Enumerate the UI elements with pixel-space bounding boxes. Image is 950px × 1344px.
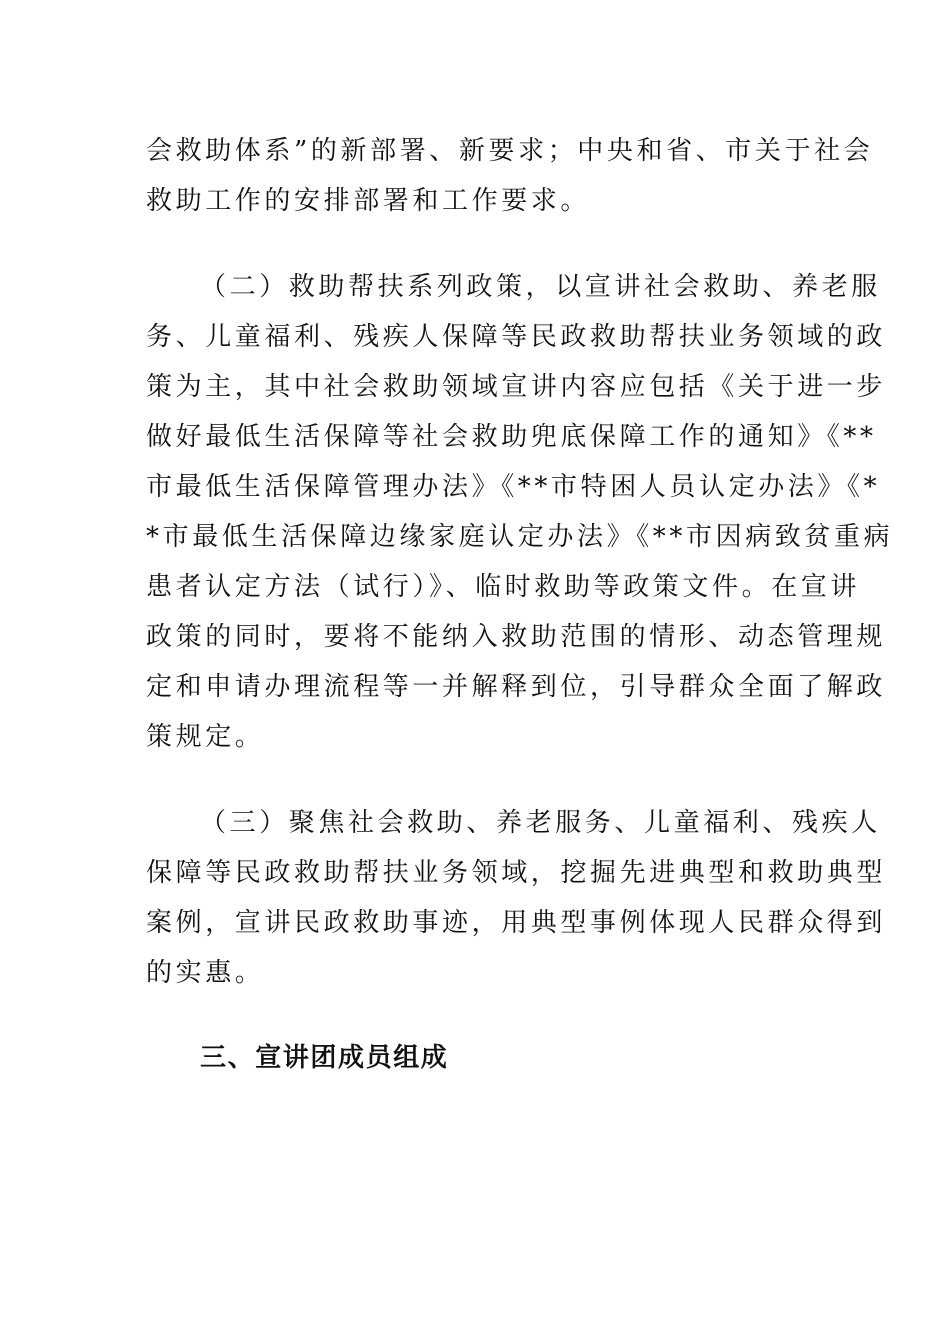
paragraph-2-line-9: 定和申请办理流程等一并解释到位，引导群众全面了解政 bbox=[146, 672, 887, 702]
paragraph-2-line-5: 市最低生活保障管理办法》《**市特困人员认定办法》《* bbox=[146, 472, 881, 502]
paragraph-1-line-1: 会救助体系”的新部署、新要求；中央和省、市关于社会 bbox=[146, 136, 874, 166]
paragraph-2-line-8: 政策的同时，要将不能纳入救助范围的情形、动态管理规 bbox=[146, 622, 887, 652]
paragraph-2-line-3: 策为主，其中社会救助领域宣讲内容应包括《关于进一步 bbox=[146, 372, 887, 402]
paragraph-3-line-3: 案例，宣讲民政救助事迹，用典型事例体现人民群众得到 bbox=[146, 908, 887, 938]
paragraph-2-line-2: 务、儿童福利、残疾人保障等民政救助帮扶业务领域的政 bbox=[146, 322, 887, 352]
paragraph-2-line-1: （二）救助帮扶系列政策，以宣讲社会救助、养老服 bbox=[200, 272, 881, 302]
paragraph-1-line-2: 救助工作的安排部署和工作要求。 bbox=[146, 186, 591, 216]
paragraph-2-line-6: *市最低生活保障边缘家庭认定办法》《**市因病致贫重病 bbox=[146, 522, 894, 552]
paragraph-3-line-4: 的实惠。 bbox=[146, 958, 265, 988]
paragraph-2-line-7: 患者认定方法（试行）》、临时救助等政策文件。在宣讲 bbox=[146, 572, 861, 602]
paragraph-3-line-2: 保障等民政救助帮扶业务领域，挖掘先进典型和救助典型 bbox=[146, 858, 887, 888]
section-heading: 三、宣讲团成员组成 bbox=[200, 1043, 449, 1073]
paragraph-2-line-4: 做好最低生活保障等社会救助兜底保障工作的通知》《** bbox=[146, 422, 877, 452]
paragraph-3-line-1: （三）聚焦社会救助、养老服务、儿童福利、残疾人 bbox=[200, 808, 881, 838]
paragraph-2-line-10: 策规定。 bbox=[146, 722, 265, 752]
